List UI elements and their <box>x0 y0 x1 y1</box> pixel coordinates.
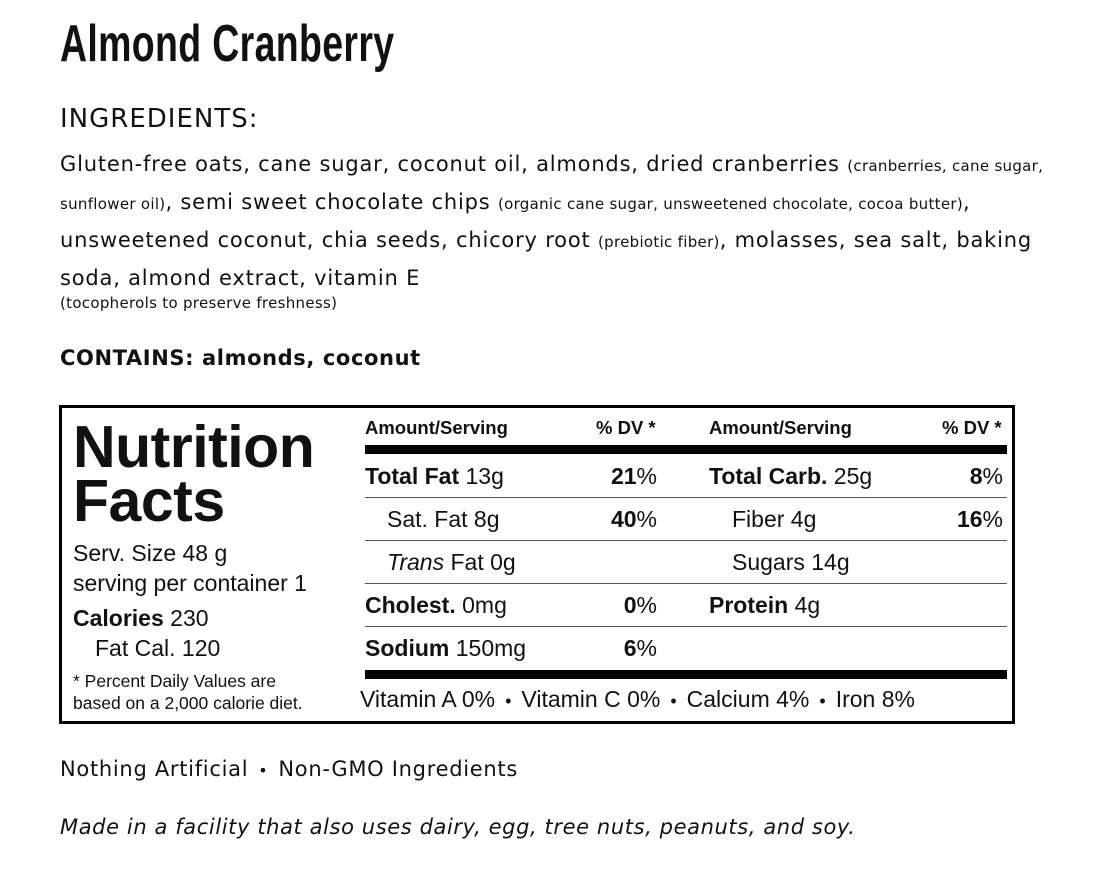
cholesterol: Cholest. 0mg <box>365 592 507 618</box>
ingredient-text: , semi sweet chocolate chips <box>165 190 498 214</box>
calories-info <box>73 603 220 663</box>
fat-calories: Fat Cal. 120 <box>95 635 221 661</box>
vitamin-c: Vitamin C 0% <box>521 686 661 712</box>
product-title: Almond Cranberry <box>60 15 395 73</box>
ingredient-subtext: (cranberries, cane sugar, sunflower oil) <box>60 157 1044 213</box>
total-fat: Total Fat 13g <box>365 463 504 489</box>
row-divider <box>365 626 1007 627</box>
trans-fat: Trans Fat 0g <box>387 549 516 575</box>
fiber: Fiber 4g <box>732 506 817 532</box>
protein: Protein 4g <box>709 592 821 618</box>
iron: Iron 8% <box>835 686 915 712</box>
dv-note-line1: * Percent Daily Values are <box>73 671 276 691</box>
sugars: Sugars 14g <box>732 549 850 575</box>
header-dv-left: % DV * <box>596 417 656 438</box>
row-divider <box>365 583 1007 584</box>
row-divider <box>365 540 1007 541</box>
saturated-fat-dv: 40% <box>610 506 657 532</box>
contains-items: almonds, coconut <box>202 346 421 370</box>
allergen-contains <box>60 346 421 370</box>
dv-note-line2: based on a 2,000 calorie diet. <box>73 693 303 713</box>
thick-divider-bottom <box>365 670 1007 679</box>
bullet-separator: • <box>258 761 269 780</box>
serving-info <box>73 538 307 598</box>
calories-value: 230 <box>170 605 209 631</box>
cholesterol-dv: 0% <box>623 592 657 618</box>
saturated-fat: Sat. Fat 8g <box>387 506 500 532</box>
nutrient-grid <box>360 408 1007 721</box>
claim-non-gmo: Non-GMO Ingredients <box>278 757 518 781</box>
contains-label: CONTAINS: <box>60 346 195 370</box>
row-divider <box>365 497 1007 498</box>
servings-per-container: serving per container 1 <box>73 570 307 596</box>
ingredient-text: Gluten-free oats, cane sugar, coconut oil, almonds, dried cranberries <box>60 152 848 176</box>
bullet-separator: • <box>670 691 677 711</box>
bullet-separator: • <box>505 691 512 711</box>
total-carb-dv: 8% <box>969 463 1003 489</box>
product-claims <box>60 757 518 781</box>
header-amount-right: Amount/Serving <box>709 417 852 438</box>
header-amount-left: Amount/Serving <box>365 417 508 438</box>
total-carb: Total Carb. 25g <box>709 463 873 489</box>
calcium: Calcium 4% <box>686 686 810 712</box>
nutrition-facts-panel <box>59 405 1015 724</box>
sodium: Sodium 150mg <box>365 635 527 661</box>
vitamins-row <box>360 686 915 713</box>
nutrition-title-line2: Facts <box>73 468 225 534</box>
fiber-dv: 16% <box>956 506 1003 532</box>
nutrition-title-line1: Nutrition <box>73 414 315 480</box>
ingredient-subtext: (organic cane sugar, unsweetened chocolate, cocoa butter) <box>497 195 963 213</box>
calories-label: Calories <box>73 605 164 631</box>
vitamin-a: Vitamin A 0% <box>360 686 496 712</box>
ingredient-text: , molasses, sea salt, baking soda, almond extract, vitamin E <box>60 228 1033 290</box>
header-dv-right: % DV * <box>942 417 1002 438</box>
thick-divider-top <box>365 445 1007 454</box>
ingredient-subtext: (prebiotic fiber) <box>598 233 720 251</box>
total-fat-dv: 21% <box>610 463 657 489</box>
serving-size: Serv. Size 48 g <box>73 540 228 566</box>
ingredient-subtext: (tocopherols to preserve freshness) <box>60 294 338 312</box>
facility-allergen-note: Made in a facility that also uses dairy, egg, tree nuts, peanuts, and soy. <box>60 815 856 839</box>
ingredients-heading: INGREDIENTS: <box>60 104 259 134</box>
nutrition-facts-title <box>73 414 315 534</box>
ingredient-text: , unsweetened coconut, chia seeds, chicory root <box>60 190 971 252</box>
ingredients-list <box>60 146 1060 316</box>
sodium-dv: 6% <box>623 635 657 661</box>
bullet-separator: • <box>819 691 826 711</box>
claim-nothing-artificial: Nothing Artificial <box>60 757 249 781</box>
daily-value-footnote <box>73 670 303 714</box>
